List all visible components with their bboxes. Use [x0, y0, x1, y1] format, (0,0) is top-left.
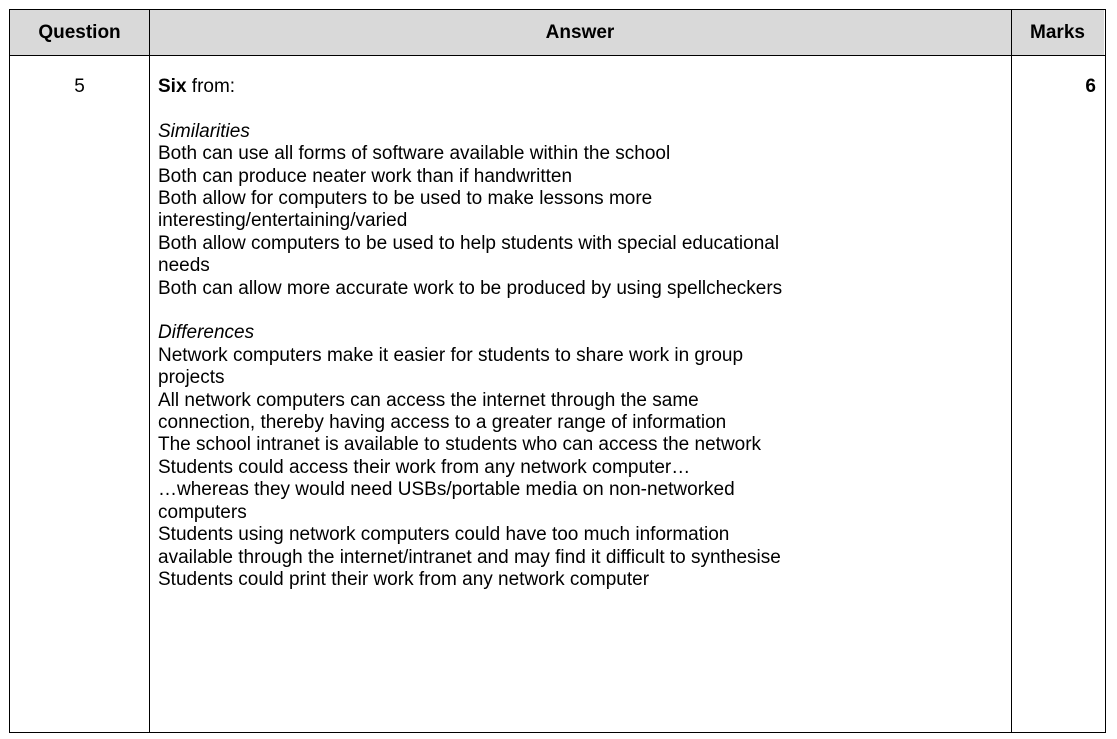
section-title: Differences: [158, 322, 255, 344]
answer-line: All network computers can access the internet through the same: [158, 389, 699, 411]
answer-line: Students could print their work from any network computer: [158, 568, 650, 590]
answer-line: interesting/entertaining/varied: [158, 210, 408, 232]
question-number: 5: [74, 76, 85, 97]
mark-scheme-table: [9, 9, 1106, 733]
intro-rest: from:: [186, 76, 236, 97]
answer-line: …whereas they would need USBs/portable media on non-networked: [158, 479, 735, 501]
answer-line: available through the internet/intranet and may find it difficult to synthesise: [158, 546, 781, 568]
answer-line: Both allow computers to be used to help students with special educational: [158, 232, 780, 254]
header-divider: [10, 55, 1105, 56]
intro-bold: Six: [158, 76, 187, 97]
answer-line: computers: [158, 501, 247, 523]
answer-line: connection, thereby having access to a greater range of information: [158, 412, 727, 434]
answer-line: Students could access their work from any network computer…: [158, 456, 691, 478]
marks-value: 6: [1085, 76, 1096, 97]
answer-line: Both can allow more accurate work to be produced by using spellcheckers: [158, 277, 783, 299]
answer-line: Network computers make it easier for students to share work in group: [158, 344, 744, 366]
answer-line: projects: [158, 367, 225, 389]
answer-line: The school intranet is available to students who can access the network: [158, 434, 762, 456]
answer-sections: [158, 98, 1003, 591]
column-divider-2: [1011, 10, 1012, 732]
answer-intro: [158, 76, 1003, 98]
answer-line: Both can produce neater work than if handwritten: [158, 165, 573, 187]
answer-line: needs: [158, 255, 210, 277]
answer-line: Both allow for computers to be used to make lessons more: [158, 188, 653, 210]
section-title: Similarities: [158, 120, 250, 142]
header-question: Question: [10, 10, 149, 55]
header-answer: Answer: [149, 10, 1011, 55]
answer-line: Students using network computers could have too much information: [158, 524, 730, 546]
answer-line: Both can use all forms of software available within the school: [158, 143, 671, 165]
header-marks: Marks: [1011, 10, 1104, 55]
section-gap: [158, 98, 1003, 120]
section-gap: [158, 300, 1003, 322]
answer-cell: [149, 76, 1011, 591]
